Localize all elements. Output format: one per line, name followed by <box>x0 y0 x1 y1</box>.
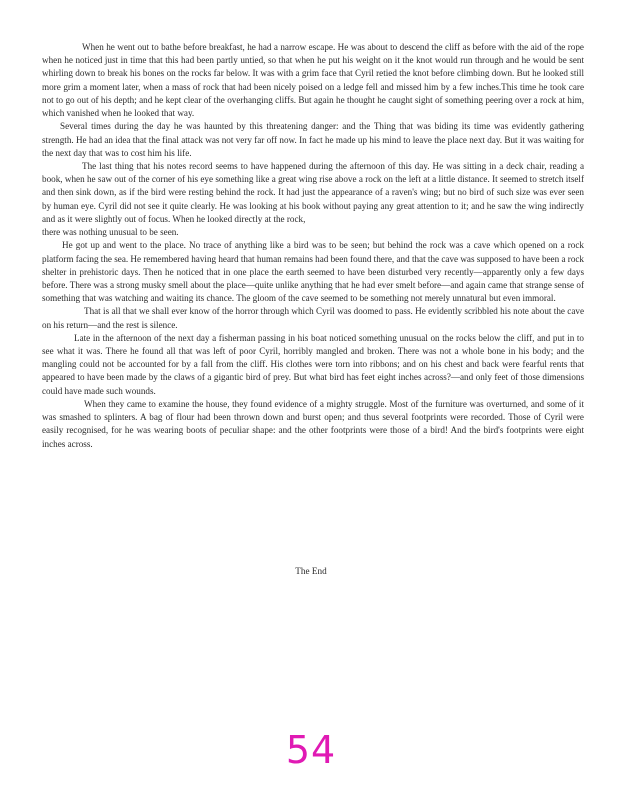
paragraph-horror: That is all that we shall ever know of the horror through which Cyril was doomed to pass. He evidently scribbled his note about the cave on his return—and the rest is silence. <box>42 306 584 330</box>
paragraph-nothing-unusual: there was nothing unusual to be seen. <box>42 227 179 238</box>
paragraph-haunted: Several times during the day he was haunted by this threatening danger: and the Thing that was biding its time was evidently gathering strength. He had an idea that the final attack was not very far off now. In fact he made up his mind to leave the place next day. But it was waiting for the next day that was to cost him his life. <box>42 121 584 158</box>
paragraph-cave: He got up and went to the place. No trace of anything like a bird was to be seen; but behind the rock was a cave which opened on a rock platform facing the sea. He remembered having heard that human remains had been found there, and that the cave was supposed to have been a rock shelter in prehistoric days. Then he noticed that in one place the earth seemed to have been disturbed very recently—apparently only a few days before. There was a strong musky smell about the place—quite unlike anything that he had ever smelt before—and again came that strange sense of something that was watching and waiting its chance. The gloom of the cave seemed to be something not merely unnatural but even immoral. <box>42 240 584 304</box>
paragraph-escape: When he went out to bathe before breakfast, he had a narrow escape. He was about to descend the cliff as before with the aid of the rope when he noticed just in time that this had been partly untied, so that when he put his weight on it the knot would run through and he would be sent whirling down to break his bones on the rocks far below. It was with a grim face that Cyril retied the knot before climbing down. But he looked still more grim a moment later, when a mass of rock that had been nicely poised on a ledge fell and missed him by a few inches.This time he took care not to go out of his depth; and he kept clear of the overhanging cliffs. But again he thought he caught sight of something peering over a rock at him, which vanished when he looked that way. <box>42 42 584 119</box>
paragraph-house: When they came to examine the house, they found evidence of a mighty struggle. Most of the furniture was overturned, and some of it was smashed to splinters. A bag of flour had been thrown down and burst open; and thus several footprints were recorded. Those of Cyril were easily recognised, for he was wearing boots of peculiar shape: and the other footprints were those of a bird! And the bird's footprints were eight inches across. <box>42 398 584 449</box>
paragraph-wing: The last thing that his notes record seems to have happened during the afternoon of this day. He was sitting in a deck chair, reading a book, when he saw out of the corner of his eye something like a great wing rise above a rock on the left at a little distance. It seemed to stretch itself and then sink down, as if the bird were resting behind the rock. It had just the appearance of a raven's wing; but no bird of such size was ever seen by human eye. Cyril did not see it quite clearly. He was looking at his book without paying any great attention to it; and he saw the wing indirectly and as it were slightly out of focus. When he looked directly at the rock, <box>42 160 584 224</box>
page-number: 54 <box>285 728 337 772</box>
closing-text: The End <box>295 566 327 576</box>
body-text <box>42 41 584 451</box>
paragraph-fisherman: Late in the afternoon of the next day a fisherman passing in his boat noticed something unusual on the rocks below the cliff, and put in to see what it was. There he found all that was left of poor Cyril, horribly mangled and broken. There was not a whole bone in his body; and the mangling could not be accounted for by a fall from the cliff. His clothes were torn into ribbons; and on his chest and back were fearful rents that appeared to have been made by the claws of a gigantic bird of prey. But what bird has feet eight inches across?—and only feet of those dimensions could have made such wounds. <box>42 332 584 396</box>
